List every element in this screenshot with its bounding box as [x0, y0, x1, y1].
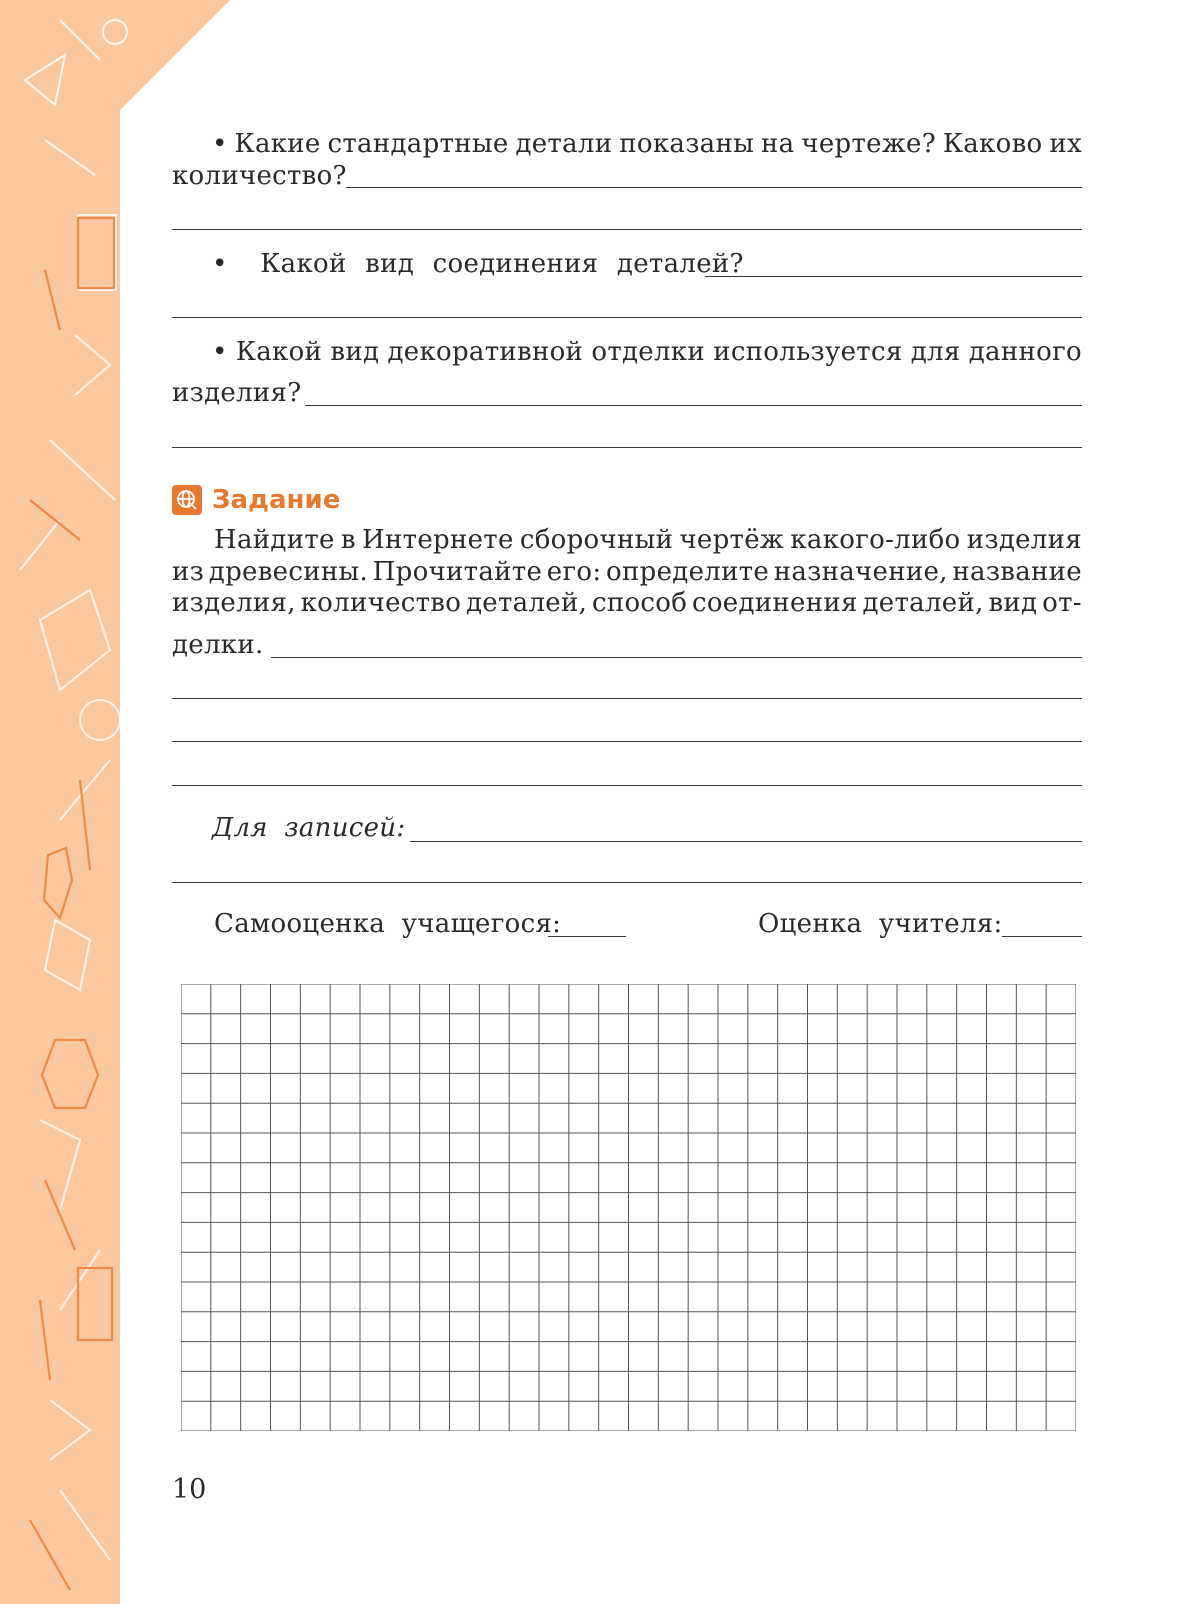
task-line-4: делки. [172, 630, 264, 660]
task-line-2: из древесины. Прочитайте его: определите назначение, название [172, 557, 1082, 587]
question-1-line-1: • Какие стандартные детали показаны на чертеже? Каково их [212, 129, 1082, 159]
task-line-3: изделия, количество деталей, способ соединения деталей, вид от- [172, 588, 1082, 618]
task-line-1: Найдите в Интернете сборочный чертёж какого-либо изделия [214, 525, 1082, 555]
drawing-grid[interactable] [181, 984, 1076, 1431]
question-2-line-1: • Какой вид соединения деталей? [212, 249, 744, 279]
notes-label: Для записей: [212, 813, 406, 843]
task-title: Задание [212, 485, 341, 515]
answer-line[interactable] [305, 405, 1082, 406]
globe-icon [172, 485, 202, 515]
answer-line[interactable] [346, 187, 1082, 188]
self-assessment-label: Самооценка учащегося: [214, 909, 562, 939]
question-3-line-2: изделия? [172, 378, 302, 408]
teacher-grade-line[interactable] [1002, 936, 1082, 937]
self-assessment-line[interactable] [548, 936, 626, 937]
task-heading [172, 484, 340, 516]
answer-line[interactable] [172, 317, 1082, 318]
question-3-line-1: • Какой вид декоративной отделки используется для данного [212, 337, 1082, 367]
decorative-side-strip [0, 0, 120, 1604]
notes-line[interactable] [172, 882, 1082, 883]
answer-line[interactable] [172, 698, 1082, 699]
page-corner-decoration [0, 0, 230, 120]
answer-line[interactable] [271, 657, 1082, 658]
answer-line[interactable] [172, 741, 1082, 742]
answer-line[interactable] [172, 785, 1082, 786]
teacher-grade-label: Оценка учителя: [758, 909, 1003, 939]
answer-line[interactable] [172, 447, 1082, 448]
geometric-doodles-icon [0, 0, 120, 1604]
page-number: 10 [172, 1474, 207, 1505]
notes-line[interactable] [410, 841, 1082, 842]
answer-line[interactable] [172, 229, 1082, 230]
answer-line[interactable] [705, 276, 1082, 277]
question-1-line-2: количество? [172, 161, 347, 191]
